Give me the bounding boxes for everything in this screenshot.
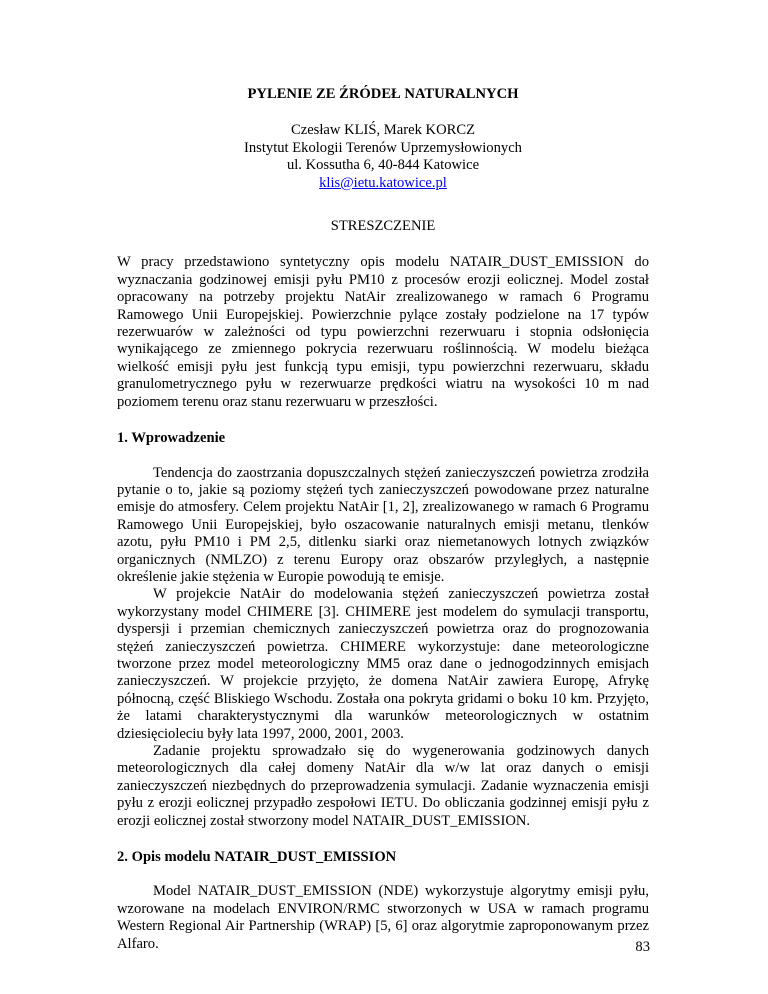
address: ul. Kossutha 6, 40-844 Katowice	[286, 157, 480, 174]
page-title: PYLENIE ZE ŹRÓDEŁ NATURALNYCH	[247, 86, 519, 102]
institution: Instytut Ekologii Terenów Uprzemysłowionych	[244, 139, 522, 156]
page-number: 83	[635, 939, 650, 955]
section-heading-introduction: 1. Wprowadzenie	[117, 430, 226, 447]
author-names: Czesław KLIŚ, Marek KORCZ	[290, 122, 475, 139]
paragraph: Tendencja do zaostrzania dopuszczalnych stężeń zanieczyszczeń powietrza zrodziła pytanie o to, jakie są poziomy stężeń tych zanieczyszczeń powodowane przez naturalne emisje do atmosfery. Celem projektu NatAir [1, 2], zrealizowanego w ramach 6 Programu Ramowego Unii Europejskiej, było oszacowanie naturalnych emisji metanu, tlenków azotu, pyłu PM10 i PM 2,5, ditlenku siarki oraz niemetanowych lotnych związków organicznych (NMLZO) z terenu Europy oraz obszarów przyległych, a następnie określenie jakie stężenia w Europie powodują te emisje.	[117, 464, 649, 585]
abstract-text: W pracy przedstawiono syntetyczny opis modelu NATAIR_DUST_EMISSION do wyznaczania godzinowej emisji pyłu PM10 z procesów erozji eolicznej. Model został opracowany na potrzeby projektu NatAir zrealizowanego w ramach 6 Programu Ramowego Unii Europejskiej. Powierzchnie pylące zostały podzielone na 17 typów rezerwuarów w zależności od typu powierzchni rezerwuaru i stopnia odsłonięcia wynikającego ze zmiennego pokrycia rezerwuaru roślinnością. W modelu bieżąca wielkość emisji pyłu jest funkcją typu emisji, typu powierzchni rezerwuaru, składu granulometrycznego pyłu w rezerwuarze prędkości wiatru na wysokości 10 m nad poziomem terenu oraz stanu rezerwuaru w przeszłości.	[117, 254, 649, 410]
paragraph: W projekcie NatAir do modelowania stężeń zanieczyszczeń powietrza został wykorzystany model CHIMERE [3]. CHIMERE jest modelem do symulacji transportu, dyspersji i przemian chemicznych zanieczyszczeń powietrza oraz do prognozowania stężeń zanieczyszczeń powietrza. CHIMERE wykorzystuje: dane meteorologiczne tworzone przez model meteorologiczny MM5 oraz dane o jednogodzinnych emisjach zanieczyszczeń. W projekcie przyjęto, że domena NatAir zawiera Europę, Afrykę północną, część Bliskiego Wschodu. Została ona pokryta gridami o boku 10 km. Przyjęto, że latami charakterystycznymi dla warunków meteorologicznych w ostatnim dziesięcioleciu były lata 1997, 2000, 2001, 2003.	[117, 586, 649, 742]
author-block	[117, 122, 649, 192]
email-link[interactable]: klis@ietu.katowice.pl	[319, 174, 447, 191]
document-page	[117, 86, 649, 953]
section-heading-model-description: 2. Opis modelu NATAIR_DUST_EMISSION	[117, 849, 397, 866]
paragraph: Model NATAIR_DUST_EMISSION (NDE) wykorzystuje algorytmy emisji pyłu, wzorowane na modelach ENVIRON/RMC stworzonych w USA w ramach programu Western Regional Air Partnership (WRAP) [5, 6] oraz algorytmie zaproponowanym przez Alfaro.	[117, 883, 649, 952]
paragraph: Zadanie projektu sprowadzało się do wygenerowania godzinowych danych meteorologicznych dla całej domeny NatAir dla w/w lat oraz danych o emisji zanieczyszczeń niezbędnych do przeprowadzenia symulacji. Zadanie wyznaczenia emisji pyłu z erozji eolicznej przypadło zespołowi IETU. Do obliczania godzinnej emisji pyłu z erozji eolicznej został stworzony model NATAIR_DUST_EMISSION.	[117, 743, 649, 829]
abstract-heading: STRESZCZENIE	[330, 218, 436, 235]
